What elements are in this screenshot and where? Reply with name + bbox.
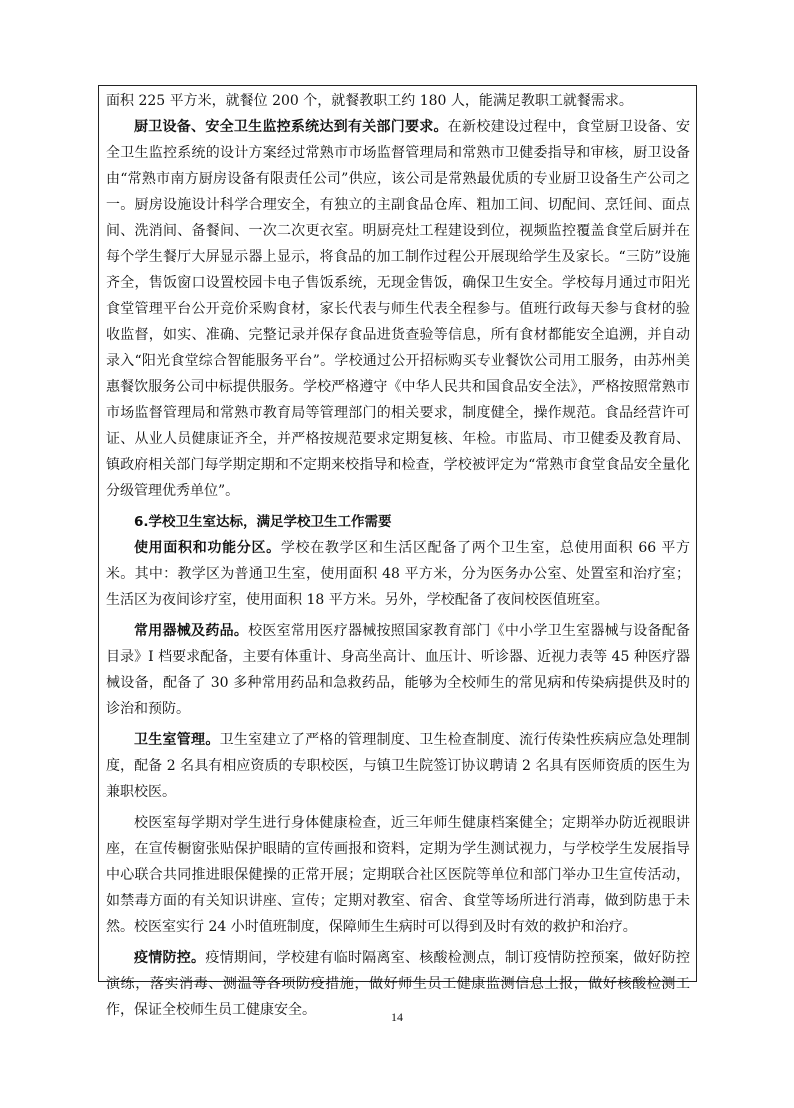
lead-area-zoning: 使用面积和功能分区。 — [134, 540, 281, 556]
paragraph-kitchen-equipment: 厨卫设备、安全卫生监控系统达到有关部门要求。在新校建设过程中，食堂厨卫设备、安全卫生监控系统的设计方案经过常熟市市场监督管理局和常熟市卫健委指导和审核，厨卫设备由“常熟市南方厨房设备有限责任公司”供应，该公司是常熟最优质的专业厨卫设备生产公司之一。厨房设施设计科学合理安全，有独立的主副食品仓库、粗加工间、切配间、烹饪间、面点间、洗消间、备餐间、一次二次更衣室。明厨亮灶工程建设到位，视频监控覆盖食堂后厨并在每个学生餐厅大屏显示器上显示，将食品的加工制作过程公开展现给学生及家长。“三防”设施齐全，售饭窗口设置校园卡电子售饭系统，无现金售饭，确保卫生安全。学校每月通过市阳光食堂管理平台公开竞价采购食材，家长代表与师生代表全程参与。值班行政每天参与食材的验收监督，如实、准确、完整记录并保存食品进货查验等信息，所有食材都能安全追溯，并自动录入“阳光食堂综合智能服务平台”。学校通过公开招标购买专业餐饮公司用工服务，由苏州美惠餐饮服务公司中标提供服务。学校严格遵守《中华人民共和国食品安全法》，严格按照常熟市市场监督管理局和常熟市教育局等管理部门的相关要求，制度健全，操作规范。食品经营许可证、从业人员健康证齐全，并严格按规范要求定期复核、年检。市监局、市卫健委及教育局、镇政府相关部门每学期定期和不定期来校指导和检查，学校被评定为“常熟市食堂食品安全量化分级管理优秀单位”。 — [106, 119, 691, 499]
lead-equipment-medicine: 常用器械及药品。 — [134, 623, 249, 639]
document-body — [106, 88, 690, 1028]
paragraph-clinic-management: 卫生室管理。卫生室建立了严格的管理制度、卫生检查制度、流行传染性疾病应急处理制度，配备 2 名具有相应资质的专职校医，与镇卫生院签订协议聘请 2 名具有医师资质的医生为兼职校医。 — [106, 732, 691, 800]
paragraph-dining-area: 面积 225 平方米，就餐位 200 个，就餐教职工约 180 人，能满足教职工就餐需求。 — [106, 93, 633, 109]
lead-epidemic-control: 疫情防控。 — [134, 950, 206, 966]
paragraph-epidemic-control: 疫情防控。疫情期间，学校建有临时隔离室、核酸检测点，制订疫情防控预案，做好防控演练，落实消毒、测温等各项防疫措施，做好师生员工健康监测信息上报，做好核酸检测工作，保证全校师生员工健康安全。 — [106, 950, 691, 1018]
paragraph-area-zoning: 使用面积和功能分区。学校在教学区和生活区配备了两个卫生室，总使用面积 66 平方米。其中：教学区为普通卫生室，使用面积 48 平方米，分为医务办公室、处置室和治疗室；生活区为夜间诊疗室，使用面积 18 平方米。另外，学校配备了夜间校医值班室。 — [106, 540, 691, 608]
page-number: 14 — [391, 1010, 403, 1024]
paragraph-health-checks: 校医室每学期对学生进行身体健康检查，近三年师生健康档案健全；定期举办防近视眼讲座，在宣传橱窗张贴保护眼睛的宣传画报和资料，定期为学生测试视力，与学校学生发展指导中心联合共同推进眼保健操的正常开展；定期联合社区医院等单位和部门举办卫生宣传活动，如禁毒方面的有关知识讲座、宣传；定期对教室、宿舍、食堂等场所进行消毒，做到防患于未然。校医室实行 24 小时值班制度，保障师生生病时可以得到及时有效的救护和治疗。 — [106, 815, 690, 935]
paragraph-equipment-medicine: 常用器械及药品。校医室常用医疗器械按照国家教育部门《中小学卫生室器械与设备配备目录》I 档要求配备，主要有体重计、身高坐高计、血压计、听诊器、近视力表等 45 种医疗器械设备，配备了 30 多种常用药品和急救药品，能够为全校师生的常见病和传染病提供及时的诊治和预防。 — [106, 623, 691, 717]
section-heading-6: 6.学校卫生室达标，满足学校卫生工作需要 — [134, 514, 392, 530]
lead-clinic-management: 卫生室管理。 — [134, 732, 220, 748]
lead-kitchen-equipment: 厨卫设备、安全卫生监控系统达到有关部门要求。 — [134, 119, 448, 135]
